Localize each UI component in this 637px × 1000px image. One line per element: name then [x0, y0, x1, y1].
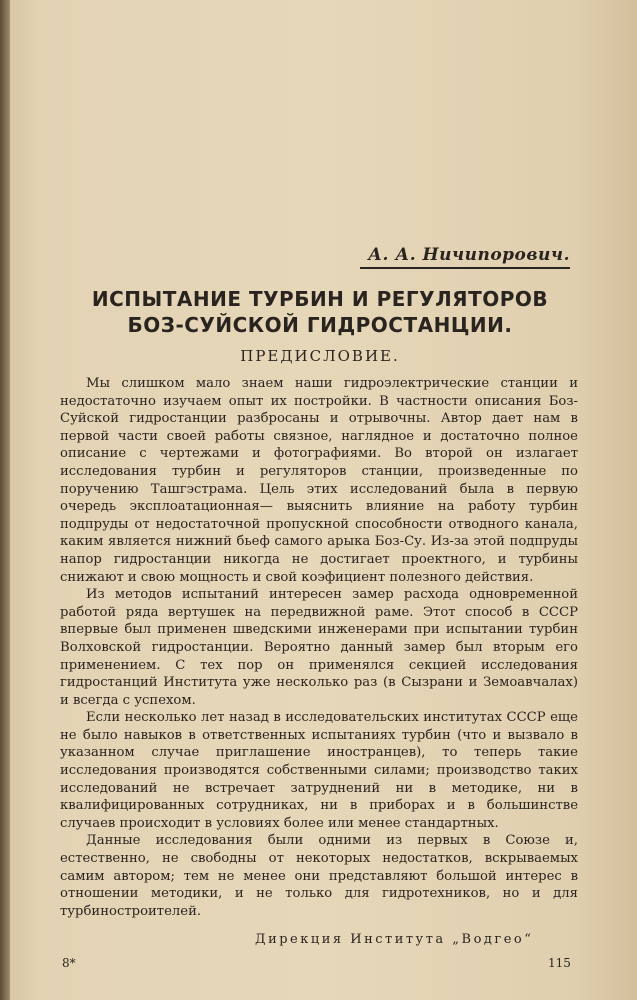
- paragraph: Мы слишком мало знаем наши гидроэлектрические станции и недостаточно изучаем опыт их постройки. В частности описания Боз-Суйской гидростанции разбросаны и отрывочны. Автор дает нам в первой части своей работы связное, наглядное и достаточно полное описание с чертежами и фотографиями. Во второй он излагает исследования турбин и регуляторов станции, произведенные по поручению Ташгэстрама. Цель этих исследований была в первую очередь эксплоатационная— выяснить влияние на работу турбин подпруды от недостаточной пропускной способности отводного канала, каким является нижний бьеф самого арыка Боз-Су. Из-за этой подпруды напор гидростанции никогда не достигает проектного, и турбины снижают и свою мощность и свой коэфициент полезного действия.: [60, 376, 578, 585]
- page-number: 115: [548, 956, 571, 970]
- author-name: А. А. Ничипорович.: [360, 245, 570, 269]
- section-heading: ПРЕДИСЛОВИЕ.: [240, 347, 400, 365]
- page-title: [40, 286, 600, 338]
- book-spine: [0, 0, 10, 1000]
- signature-mark: 8*: [62, 956, 76, 970]
- paragraph: Если несколько лет назад в исследовательских институтах СССР еще не было навыков в ответственных испытаниях турбин (что и вызвало в указанном случае приглашение иностранцев), то теперь такие исследования производятся собственными силами; производство таких исследований не встречает затруднений ни в методике, ни в квалифицированных сотрудниках, ни в приборах и в большинстве случаев происходит в условиях более или менее стандартных.: [60, 710, 578, 831]
- body-text: [60, 375, 578, 920]
- paragraph: Данные исследования были одними из первых в Союзе и, естественно, не свободны от некоторых недостатков, вскрываемых самим автором; тем не менее они представляют большой интерес в отношении методики, и не только для гидротехников, но и для турбиностроителей.: [60, 833, 578, 919]
- title-line-2: БОЗ-СУЙСКОЙ ГИДРОСТАНЦИИ.: [127, 313, 513, 337]
- signature: Дирекция Института „Водгео“: [255, 932, 534, 947]
- paragraph: Из методов испытаний интересен замер расхода одновременной работой ряда вертушек на передвижной раме. Этот способ в СССР впервые был применен шведскими инженерами при испытании турбин Волховской гидростанции. Вероятно данный замер был вторым его применением. С тех пор он применялся секцией исследования гидростанций Института уже несколько раз (в Сызрани и Земоавчалах) и всегда с успехом.: [60, 587, 578, 708]
- title-line-1: ИСПЫТАНИЕ ТУРБИН И РЕГУЛЯТОРОВ: [91, 287, 549, 311]
